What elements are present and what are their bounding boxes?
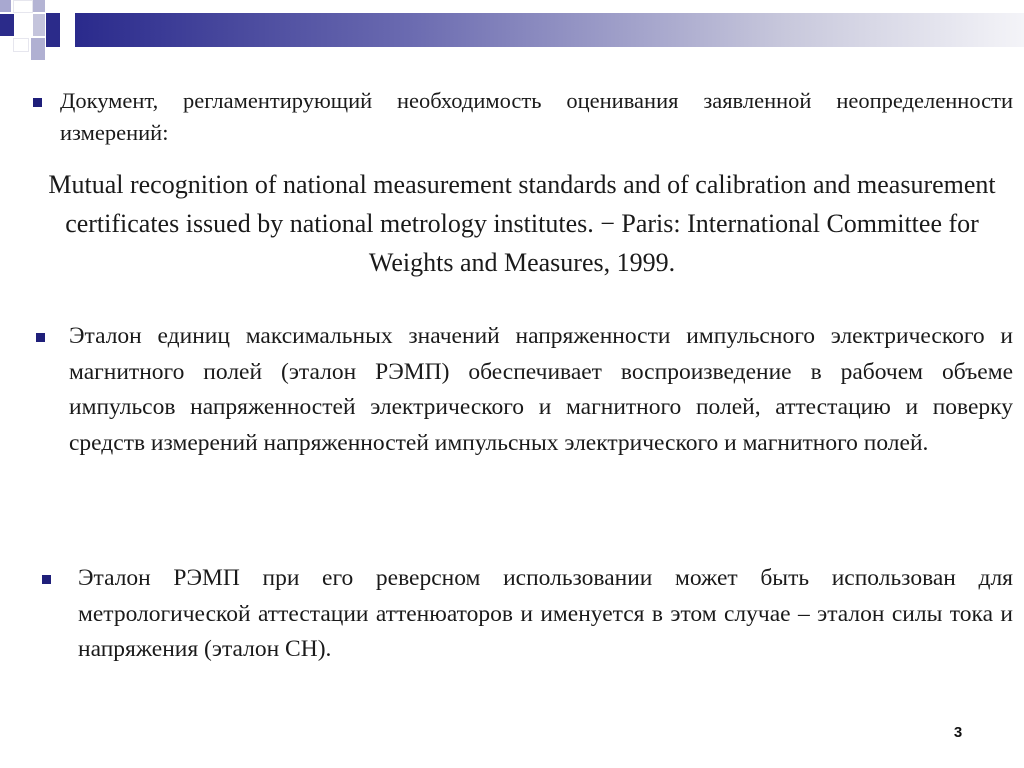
page-number: 3 xyxy=(953,724,963,741)
decor-square xyxy=(13,0,33,13)
decor-square xyxy=(46,0,75,13)
paragraph-remp-standard: Эталон единиц максимальных значений напряженности импульсного электрического и магнитного полей (эталон РЭМП) обеспечивает воспроизведение в рабочем объеме импульсов напряженностей электрического и магнитного полей, аттестацию и поверку средств измерений напряженностей импульсных электрического и магнитного полей. xyxy=(69,323,1013,456)
decor-square xyxy=(46,13,60,47)
decor-square xyxy=(13,38,29,52)
decor-square xyxy=(33,0,45,12)
decor-square xyxy=(31,38,45,60)
paragraph-document-note: Документ, регламентирующий необходимость оценивания заявленной неопределенности измерений: xyxy=(60,88,1013,145)
decor-square xyxy=(0,14,14,36)
header-gradient-bar xyxy=(75,13,1024,47)
paragraph-remp-reverse-use: Эталон РЭМП при его реверсном использовании может быть использован для метрологической аттестации аттенюаторов и именуется в этом случае – эталон силы тока и напряжения (эталон СН). xyxy=(78,565,1013,662)
decor-square xyxy=(16,14,33,36)
square-bullet-icon xyxy=(42,575,51,584)
square-bullet-icon xyxy=(36,333,45,342)
decor-square xyxy=(60,13,75,47)
decor-square xyxy=(0,0,11,12)
reference-citation: Mutual recognition of national measurement standards and of calibration and measurement certificates issued by national metrology institutes. − Paris: International Committee for Weights and Measures, 1999. xyxy=(48,170,996,277)
square-bullet-icon xyxy=(33,98,42,107)
decor-square xyxy=(33,14,45,36)
